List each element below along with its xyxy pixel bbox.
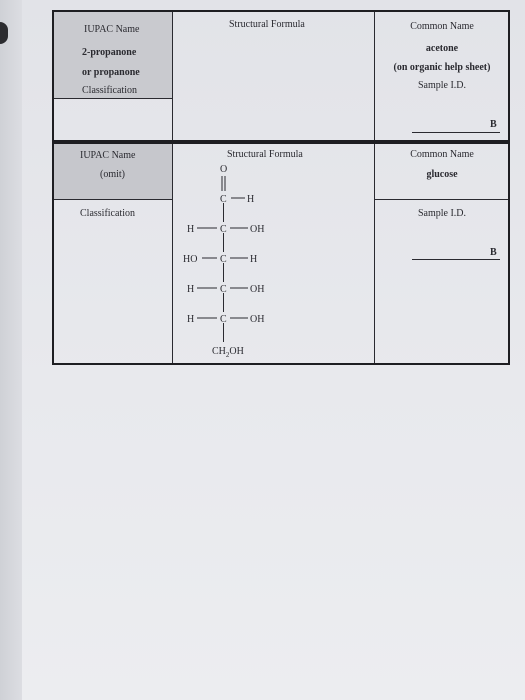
hydrogen-1: H xyxy=(247,194,255,205)
sample-id-value: B xyxy=(490,119,497,130)
common-name-label: Common Name xyxy=(410,149,474,160)
sample-id-label: Sample I.D. xyxy=(417,208,467,219)
row3-right: H xyxy=(250,254,258,265)
column-divider xyxy=(374,12,375,140)
sample-id-line xyxy=(412,132,500,133)
common-name-label: Common Name xyxy=(410,21,474,32)
iupac-name-value: 2-propanone xyxy=(82,47,137,58)
sample-id-line xyxy=(412,259,500,260)
terminal-oh: OH xyxy=(229,346,244,357)
row3-carbon: C xyxy=(220,254,227,265)
structural-formula-label: Structural Formula xyxy=(229,19,305,30)
column-divider xyxy=(374,144,375,363)
sample-id-value: B xyxy=(490,247,497,258)
carbon-1: C xyxy=(220,194,227,205)
row4-left: H xyxy=(187,284,195,295)
common-name-value: glucose xyxy=(426,169,458,180)
common-name-value: acetone xyxy=(425,43,459,54)
terminal-group xyxy=(212,346,244,359)
worksheet-page xyxy=(22,0,525,700)
row3-left: HO xyxy=(183,254,198,265)
iupac-name-label: IUPAC Name xyxy=(84,24,140,35)
iupac-name-value: (omit) xyxy=(100,169,125,180)
classification-label: Classification xyxy=(80,208,135,219)
row-divider xyxy=(54,98,172,99)
page-edge-shadow xyxy=(0,0,22,700)
row-divider xyxy=(54,199,172,200)
iupac-name-label: IUPAC Name xyxy=(80,150,136,161)
row2-carbon: C xyxy=(220,224,227,235)
terminal-ch: CH xyxy=(212,346,226,357)
row4-right: OH xyxy=(250,284,265,295)
row-divider xyxy=(374,199,508,200)
row2-right: OH xyxy=(250,224,265,235)
row5-right: OH xyxy=(250,314,265,325)
table-glucose xyxy=(52,141,510,365)
common-name-note: (on organic help sheet) xyxy=(393,62,491,73)
worksheet-tables xyxy=(52,10,510,365)
row5-carbon: C xyxy=(220,314,227,325)
glucose-fischer-projection xyxy=(169,158,269,363)
row4-carbon: C xyxy=(220,284,227,295)
row2-left: H xyxy=(187,224,195,235)
row5-left: H xyxy=(187,314,195,325)
structural-formula-label: Structural Formula xyxy=(227,149,303,160)
column-divider xyxy=(172,12,173,140)
iupac-name-alt: or propanone xyxy=(82,67,140,78)
classification-label: Classification xyxy=(82,85,137,96)
sample-id-label: Sample I.D. xyxy=(417,80,467,91)
table-acetone xyxy=(52,10,510,141)
oxygen-atom: O xyxy=(220,164,228,175)
terminal-subscript: 2 xyxy=(225,351,230,359)
